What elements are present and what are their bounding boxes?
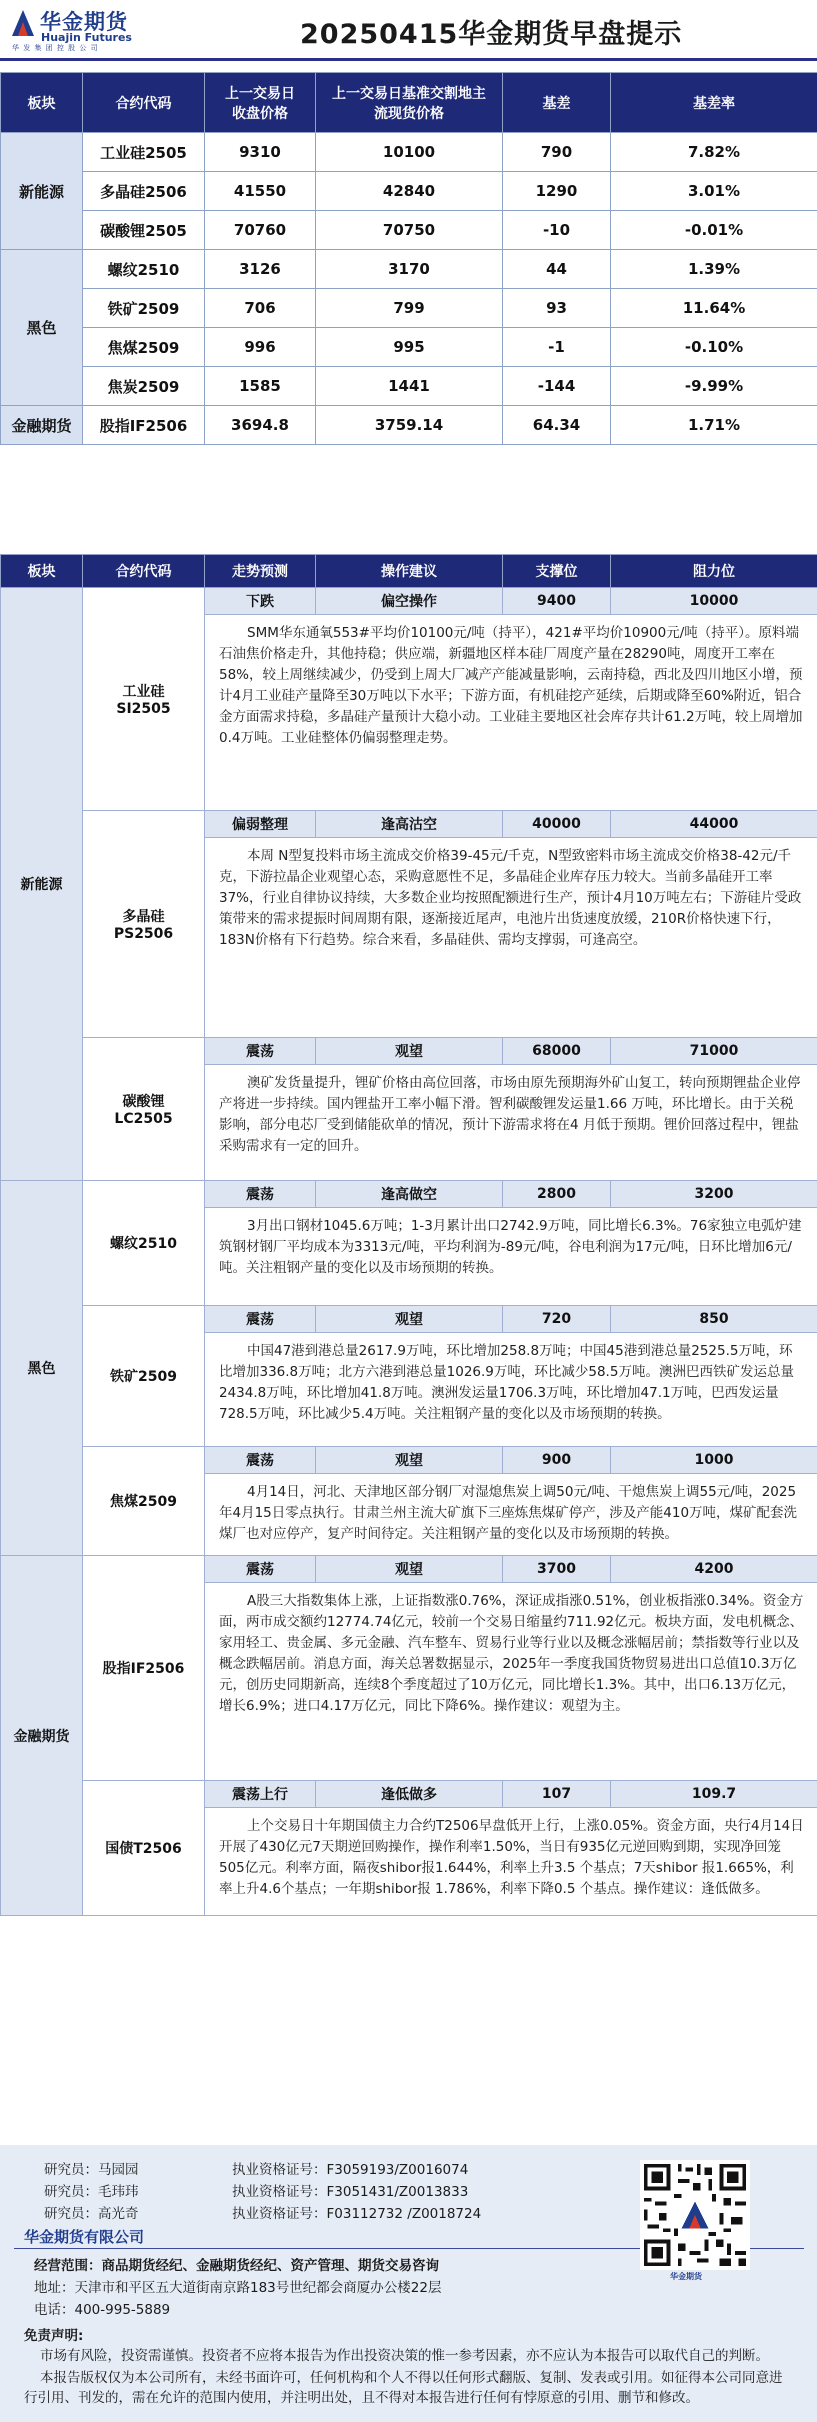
- col-support: 支撑位: [503, 555, 611, 588]
- col-advice: 操作建议: [316, 555, 503, 588]
- strategy-table-header: [1, 555, 817, 588]
- trend-forecast: 震荡: [205, 1181, 316, 1208]
- report-title: 20250415华金期货早盘提示: [300, 19, 683, 50]
- basis-row: [1, 328, 817, 367]
- basis-row: [1, 367, 817, 406]
- disclaimer-title: 免责声明:: [24, 2328, 84, 2344]
- sector-cell: 金融期货: [1, 1556, 83, 1916]
- basis-value: 64.34: [503, 406, 611, 445]
- analyst-1: 研究员：马园园: [44, 2162, 139, 2178]
- sector-cell: 黑色: [1, 1181, 83, 1556]
- contract-code: 股指IF2506: [83, 1556, 205, 1781]
- resistance-level: 71000: [611, 1038, 817, 1065]
- resistance-level: 3200: [611, 1181, 817, 1208]
- trend-forecast: 震荡: [205, 1556, 316, 1583]
- support-level: 68000: [503, 1038, 611, 1065]
- trade-advice: 观望: [316, 1556, 503, 1583]
- market-commentary: 中国47港到港总量2617.9万吨，环比增加258.8万吨；中国45港到港总量2525.5万吨，环比增加336.8万吨；北方六港到港总量1026.9万吨，环比减少58.5万吨。澳洲巴西铁矿发运总量2434.8万吨，环比增加41.8万吨。澳洲发运量1706.3万吨，环比增加47.1万吨，巴西发运量728.5万吨，环比减少5.4万吨。关注粗钢产量的变化以及市场预期的转换。: [205, 1333, 817, 1447]
- header-rule: [0, 58, 817, 61]
- analyst-3-cert: 执业资格证号：F03112732 /Z0018724: [232, 2206, 482, 2222]
- contract-code: 股指IF2506: [83, 406, 205, 445]
- contract-code: 工业硅2505: [83, 133, 205, 172]
- logo-mark-icon: [10, 8, 36, 38]
- trend-forecast: 震荡: [205, 1038, 316, 1065]
- contract-code: 焦煤2509: [83, 1447, 205, 1556]
- market-commentary: A股三大指数集体上涨，上证指数涨0.76%，深证成指涨0.51%，创业板指涨0.34%。资金方面，两市成交额约12774.74亿元，较前一个交易日缩量约711.92亿元。板块方面，发电机概念、家用轻工、贵金属、多元金融、汽车整车、贸易行业等行业以及概念涨幅居前；禁指数等行业以及概念跌幅居前。消息方面，海关总署数据显示，2025年一季度我国货物贸易进出口总值10.3万亿元，创历史同期新高，连续8个季度超过了10万亿元，同比增长1.3%。其中，出口6.13万亿元，增长6.9%；进口4.17万亿元，同比下降6%。操作建议：观望为主。: [205, 1583, 817, 1781]
- basis-value: 1290: [503, 172, 611, 211]
- strategy-row: [1, 1447, 817, 1474]
- basis-table-header: [1, 73, 817, 133]
- basis-row: [1, 289, 817, 328]
- analyst-3: 研究员：高光奇: [44, 2206, 139, 2222]
- brand-name-cn: 华金期货: [40, 10, 128, 34]
- support-level: 900: [503, 1447, 611, 1474]
- basis-value: -1: [503, 328, 611, 367]
- strategy-row: [1, 1556, 817, 1583]
- business-scope: 经营范围：商品期货经纪、金融期货经纪、资产管理、期货交易咨询: [34, 2258, 439, 2274]
- contract-code: 焦煤2509: [83, 328, 205, 367]
- sector-cell: 新能源: [1, 133, 83, 250]
- strategy-row: [1, 1306, 817, 1333]
- basis-row: [1, 250, 817, 289]
- qr-code-icon: [640, 2160, 750, 2270]
- resistance-level: 1000: [611, 1447, 817, 1474]
- market-commentary: SMM华东通氧553#平均价10100元/吨（持平），421#平均价10900元/吨（持平）。原料端石油焦价格走升，其他持稳；供应端，新疆地区样本硅厂周度产量在28290吨，周度开工率在58%，较上周继续减少，仍受到上周大厂减产产能减量影响，云南持稳，西北及四川地区小增，预计4月工业硅产量降至30万吨以下水平；下游方面，有机硅挖产延续，后期或降至60%附近，铝合金方面需求持稳，多晶硅产量预计大稳小动。工业硅主要地区社会库存共计61.2万吨，较上周增加0.4万吨。工业硅整体仍偏弱整理走势。: [205, 615, 817, 811]
- contract-code: 工业硅 SI2505: [83, 588, 205, 811]
- col-basis-rate: 基差率: [611, 73, 817, 133]
- support-level: 107: [503, 1781, 611, 1808]
- spot-price: 70750: [316, 211, 503, 250]
- trend-forecast: 震荡: [205, 1306, 316, 1333]
- disclaimer-copyright: 本报告版权仅为本公司所有，未经书面许可，任何机构和个人不得以任何形式翻版、复制、发表或引用。如征得本公司同意进行引用、刊发的，需在允许的范围内使用，并注明出处，且不得对本报告进行任何有悖原意的引用、删节和修改。: [24, 2370, 783, 2406]
- support-level: 3700: [503, 1556, 611, 1583]
- resistance-level: 10000: [611, 588, 817, 615]
- basis-row: [1, 133, 817, 172]
- basis-value: 93: [503, 289, 611, 328]
- contract-code: 多晶硅 PS2506: [83, 811, 205, 1038]
- close-price: 41550: [205, 172, 316, 211]
- col-sector: 板块: [1, 73, 83, 133]
- close-price: 3126: [205, 250, 316, 289]
- company-address: 地址：天津市和平区五大道街南京路183号世纪都会商厦办公楼22层: [34, 2280, 442, 2296]
- basis-rate: -0.01%: [611, 211, 817, 250]
- trend-forecast: 震荡上行: [205, 1781, 316, 1808]
- market-commentary: 4月14日，河北、天津地区部分钢厂对湿熄焦炭上调50元/吨、干熄焦炭上调55元/吨，2025年4月15日零点执行。甘肃兰州主流大矿旗下三座炼焦煤矿停产，涉及产能410万吨，煤矿配套洗煤厂也对应停产，复产时间待定。关注粗钢产量的变化以及市场预期的转换。: [205, 1474, 817, 1556]
- sector-cell: 新能源: [1, 588, 83, 1181]
- contract-code: 铁矿2509: [83, 1306, 205, 1447]
- trade-advice: 偏空操作: [316, 588, 503, 615]
- contract-code: 铁矿2509: [83, 289, 205, 328]
- basis-value: -144: [503, 367, 611, 406]
- market-commentary: 澳矿发货量提升，锂矿价格由高位回落，市场由原先预期海外矿山复工，转向预期锂盐企业停产将进一步持续。国内锂盐开工率小幅下滑。智利碳酸锂发运量1.66 万吨，环比增长。由于关税影响，部分电芯厂受到储能砍单的情况，预计下游需求将在4 月低于预期。锂价回落过程中，锂盐采购需求有一定的回升。: [205, 1065, 817, 1181]
- contract-code: 多晶硅2506: [83, 172, 205, 211]
- col-contract: 合约代码: [83, 555, 205, 588]
- analyst-1-cert: 执业资格证号：F3059193/Z0016074: [232, 2162, 469, 2178]
- contract-code: 焦炭2509: [83, 367, 205, 406]
- close-price: 70760: [205, 211, 316, 250]
- close-price: 706: [205, 289, 316, 328]
- resistance-level: 44000: [611, 811, 817, 838]
- close-price: 9310: [205, 133, 316, 172]
- col-resistance: 阻力位: [611, 555, 817, 588]
- resistance-level: 109.7: [611, 1781, 817, 1808]
- analyst-2: 研究员：毛玮玮: [44, 2184, 139, 2200]
- basis-table: [0, 72, 817, 445]
- col-basis: 基差: [503, 73, 611, 133]
- basis-rate: 7.82%: [611, 133, 817, 172]
- basis-row: [1, 172, 817, 211]
- disclaimer-risk: 市场有风险，投资需谨慎。投资者不应将本报告为作出投资决策的惟一参考因素，亦不应认为本报告可以取代自己的判断。: [40, 2348, 769, 2364]
- resistance-level: 850: [611, 1306, 817, 1333]
- strategy-table: [0, 554, 817, 1916]
- close-price: 3694.8: [205, 406, 316, 445]
- basis-rate: -9.99%: [611, 367, 817, 406]
- support-level: 9400: [503, 588, 611, 615]
- spot-price: 42840: [316, 172, 503, 211]
- trade-advice: 观望: [316, 1038, 503, 1065]
- trade-advice: 观望: [316, 1447, 503, 1474]
- trade-advice: 逢高做空: [316, 1181, 503, 1208]
- strategy-row: [1, 1181, 817, 1208]
- spot-price: 10100: [316, 133, 503, 172]
- sector-cell: 金融期货: [1, 406, 83, 445]
- market-commentary: 本周 N型复投料市场主流成交价格39-45元/千克，N型致密料市场主流成交价格38-42元/千克，下游拉晶企业观望心态，采购意愿性不足，多晶硅企业库存压力较大。当前多晶硅开工率37%，行业自律协议持续，大多数企业均按照配额进行生产，预计4月10万吨左右；下游硅片受政策带来的需求提振时间周期有限，逐渐接近尾声，电池片出货速度放缓，210R价格快速下行，183N价格有下行趋势。综合来看，多晶硅供、需均支撑弱，可逢高空。: [205, 838, 817, 1038]
- trend-forecast: 下跌: [205, 588, 316, 615]
- contract-code: 碳酸锂 LC2505: [83, 1038, 205, 1181]
- trade-advice: 逢低做多: [316, 1781, 503, 1808]
- strategy-row: [1, 1038, 817, 1065]
- sector-cell: 黑色: [1, 250, 83, 406]
- basis-value: -10: [503, 211, 611, 250]
- trade-advice: 逢高沽空: [316, 811, 503, 838]
- support-level: 720: [503, 1306, 611, 1333]
- col-close: 上一交易日 收盘价格: [205, 73, 316, 133]
- support-level: 40000: [503, 811, 611, 838]
- company-logo: [10, 6, 210, 54]
- col-spot: 上一交易日基准交割地主 流现货价格: [316, 73, 503, 133]
- col-contract: 合约代码: [83, 73, 205, 133]
- col-sector: 板块: [1, 555, 83, 588]
- company-name: 华金期货有限公司: [24, 2228, 145, 2246]
- strategy-row: [1, 1781, 817, 1808]
- contract-code: 国债T2506: [83, 1781, 205, 1916]
- strategy-row: [1, 811, 817, 838]
- basis-rate: 3.01%: [611, 172, 817, 211]
- trade-advice: 观望: [316, 1306, 503, 1333]
- strategy-row: [1, 588, 817, 615]
- col-trend: 走势预测: [205, 555, 316, 588]
- spot-price: 1441: [316, 367, 503, 406]
- report-header: [0, 0, 817, 60]
- qr-caption: 华金期货: [670, 2272, 702, 2281]
- contract-code: 碳酸锂2505: [83, 211, 205, 250]
- analyst-2-cert: 执业资格证号：F3051431/Z0013833: [232, 2184, 469, 2200]
- spot-price: 3170: [316, 250, 503, 289]
- contract-code: 螺纹2510: [83, 250, 205, 289]
- basis-rate: 1.71%: [611, 406, 817, 445]
- trend-forecast: 偏弱整理: [205, 811, 316, 838]
- spot-price: 799: [316, 289, 503, 328]
- resistance-level: 4200: [611, 1556, 817, 1583]
- basis-value: 44: [503, 250, 611, 289]
- basis-rate: -0.10%: [611, 328, 817, 367]
- close-price: 996: [205, 328, 316, 367]
- close-price: 1585: [205, 367, 316, 406]
- basis-row: [1, 211, 817, 250]
- basis-row: [1, 406, 817, 445]
- spot-price: 995: [316, 328, 503, 367]
- contract-code: 螺纹2510: [83, 1181, 205, 1306]
- brand-subtitle: 华 发 集 团 控 股 公 司: [12, 44, 99, 52]
- support-level: 2800: [503, 1181, 611, 1208]
- market-commentary: 上个交易日十年期国债主力合约T2506早盘低开上行，上涨0.05%。资金方面，央行4月14日开展了430亿元7天期逆回购操作，操作利率1.50%，当日有935亿元逆回购到期，实现净回笼505亿元。利率方面，隔夜shibor报1.644%，利率上升3.5 个基点；7天shibor 报1.665%，利率上升4.6个基点；一年期shibor报 1.786%，利率下降0.5 个基点。操作建议：逢低做多。: [205, 1808, 817, 1916]
- company-phone: 电话：400-995-5889: [34, 2302, 171, 2318]
- market-commentary: 3月出口钢材1045.6万吨；1-3月累计出口2742.9万吨，同比增长6.3%。76家独立电弧炉建筑钢材钢厂平均成本为3313元/吨，平均利润为-89元/吨，谷电利润为17元/吨，日环比增加6元/吨。关注粗钢产量的变化以及市场预期的转换。: [205, 1208, 817, 1306]
- basis-rate: 11.64%: [611, 289, 817, 328]
- brand-name-en: Huajin Futures: [41, 31, 132, 44]
- spot-price: 3759.14: [316, 406, 503, 445]
- basis-value: 790: [503, 133, 611, 172]
- basis-rate: 1.39%: [611, 250, 817, 289]
- trend-forecast: 震荡: [205, 1447, 316, 1474]
